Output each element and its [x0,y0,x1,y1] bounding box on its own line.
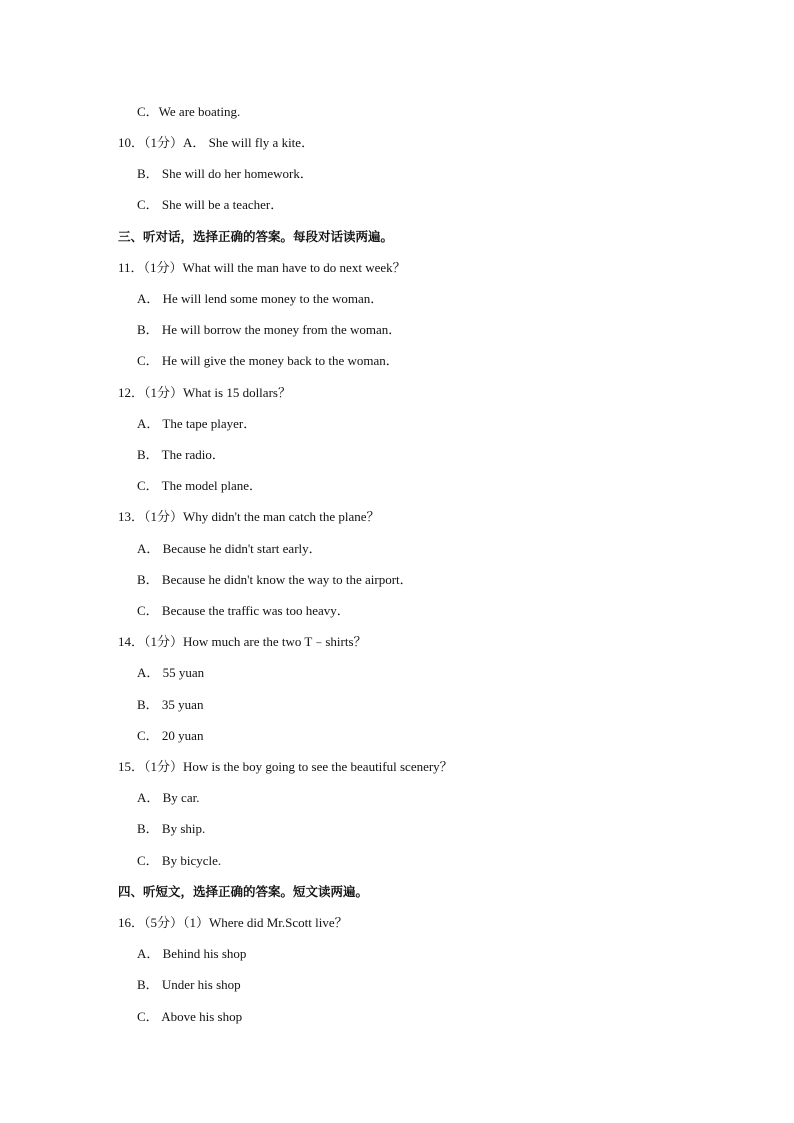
section-heading-4: 四、听短文，选择正确的答案。短文读两遍。 [118,884,369,899]
question-12: 12．（1分）What is 15 dollars？ [118,385,291,400]
option-12a: A． The tape player． [137,416,257,431]
option-11a: A． He will lend some money to the woman． [137,291,384,306]
option-16a: A． Behind his shop [137,946,247,961]
question-16: 16．（5分）（1）Where did Mr.Scott live？ [118,915,348,930]
option-9c: C．We are boating. [137,104,241,119]
option-13c: C． Because the traffic was too heavy． [137,603,350,618]
option-14b: B． 35 yuan [137,697,204,712]
question-15: 15．（1分）How is the boy going to see the beautiful scenery？ [118,759,453,774]
option-10c: C． She will be a teacher． [137,197,284,212]
option-13a: A． Because he didn't start early． [137,541,322,556]
option-16b: B． Under his shop [137,977,241,992]
option-15b: B． By ship. [137,821,206,836]
question-14: 14．（1分）How much are the two T﹣shirts？ [118,634,367,649]
option-15a: A． By car. [137,790,200,805]
section-heading-3: 三、听对话，选择正确的答案。每段对话读两遍。 [118,229,394,244]
question-11: 11．（1分）What will the man have to do next week？ [118,260,406,275]
option-12c: C． The model plane． [137,478,263,493]
option-15c: C． By bicycle. [137,853,222,868]
option-13b: B． Because he didn't know the way to the airport． [137,572,413,587]
option-16c: C． Above his shop [137,1009,243,1024]
question-10: 10．（1分）A． She will fly a kite． [118,135,315,150]
question-13: 13．（1分）Why didn't the man catch the plane？ [118,509,380,524]
option-14a: A． 55 yuan [137,665,205,680]
option-11b: B． He will borrow the money from the woman． [137,322,402,337]
option-14c: C． 20 yuan [137,728,204,743]
option-12b: B． The radio． [137,447,225,462]
option-10b: B． She will do her homework． [137,166,313,181]
option-11c: C． He will give the money back to the woman． [137,353,399,368]
